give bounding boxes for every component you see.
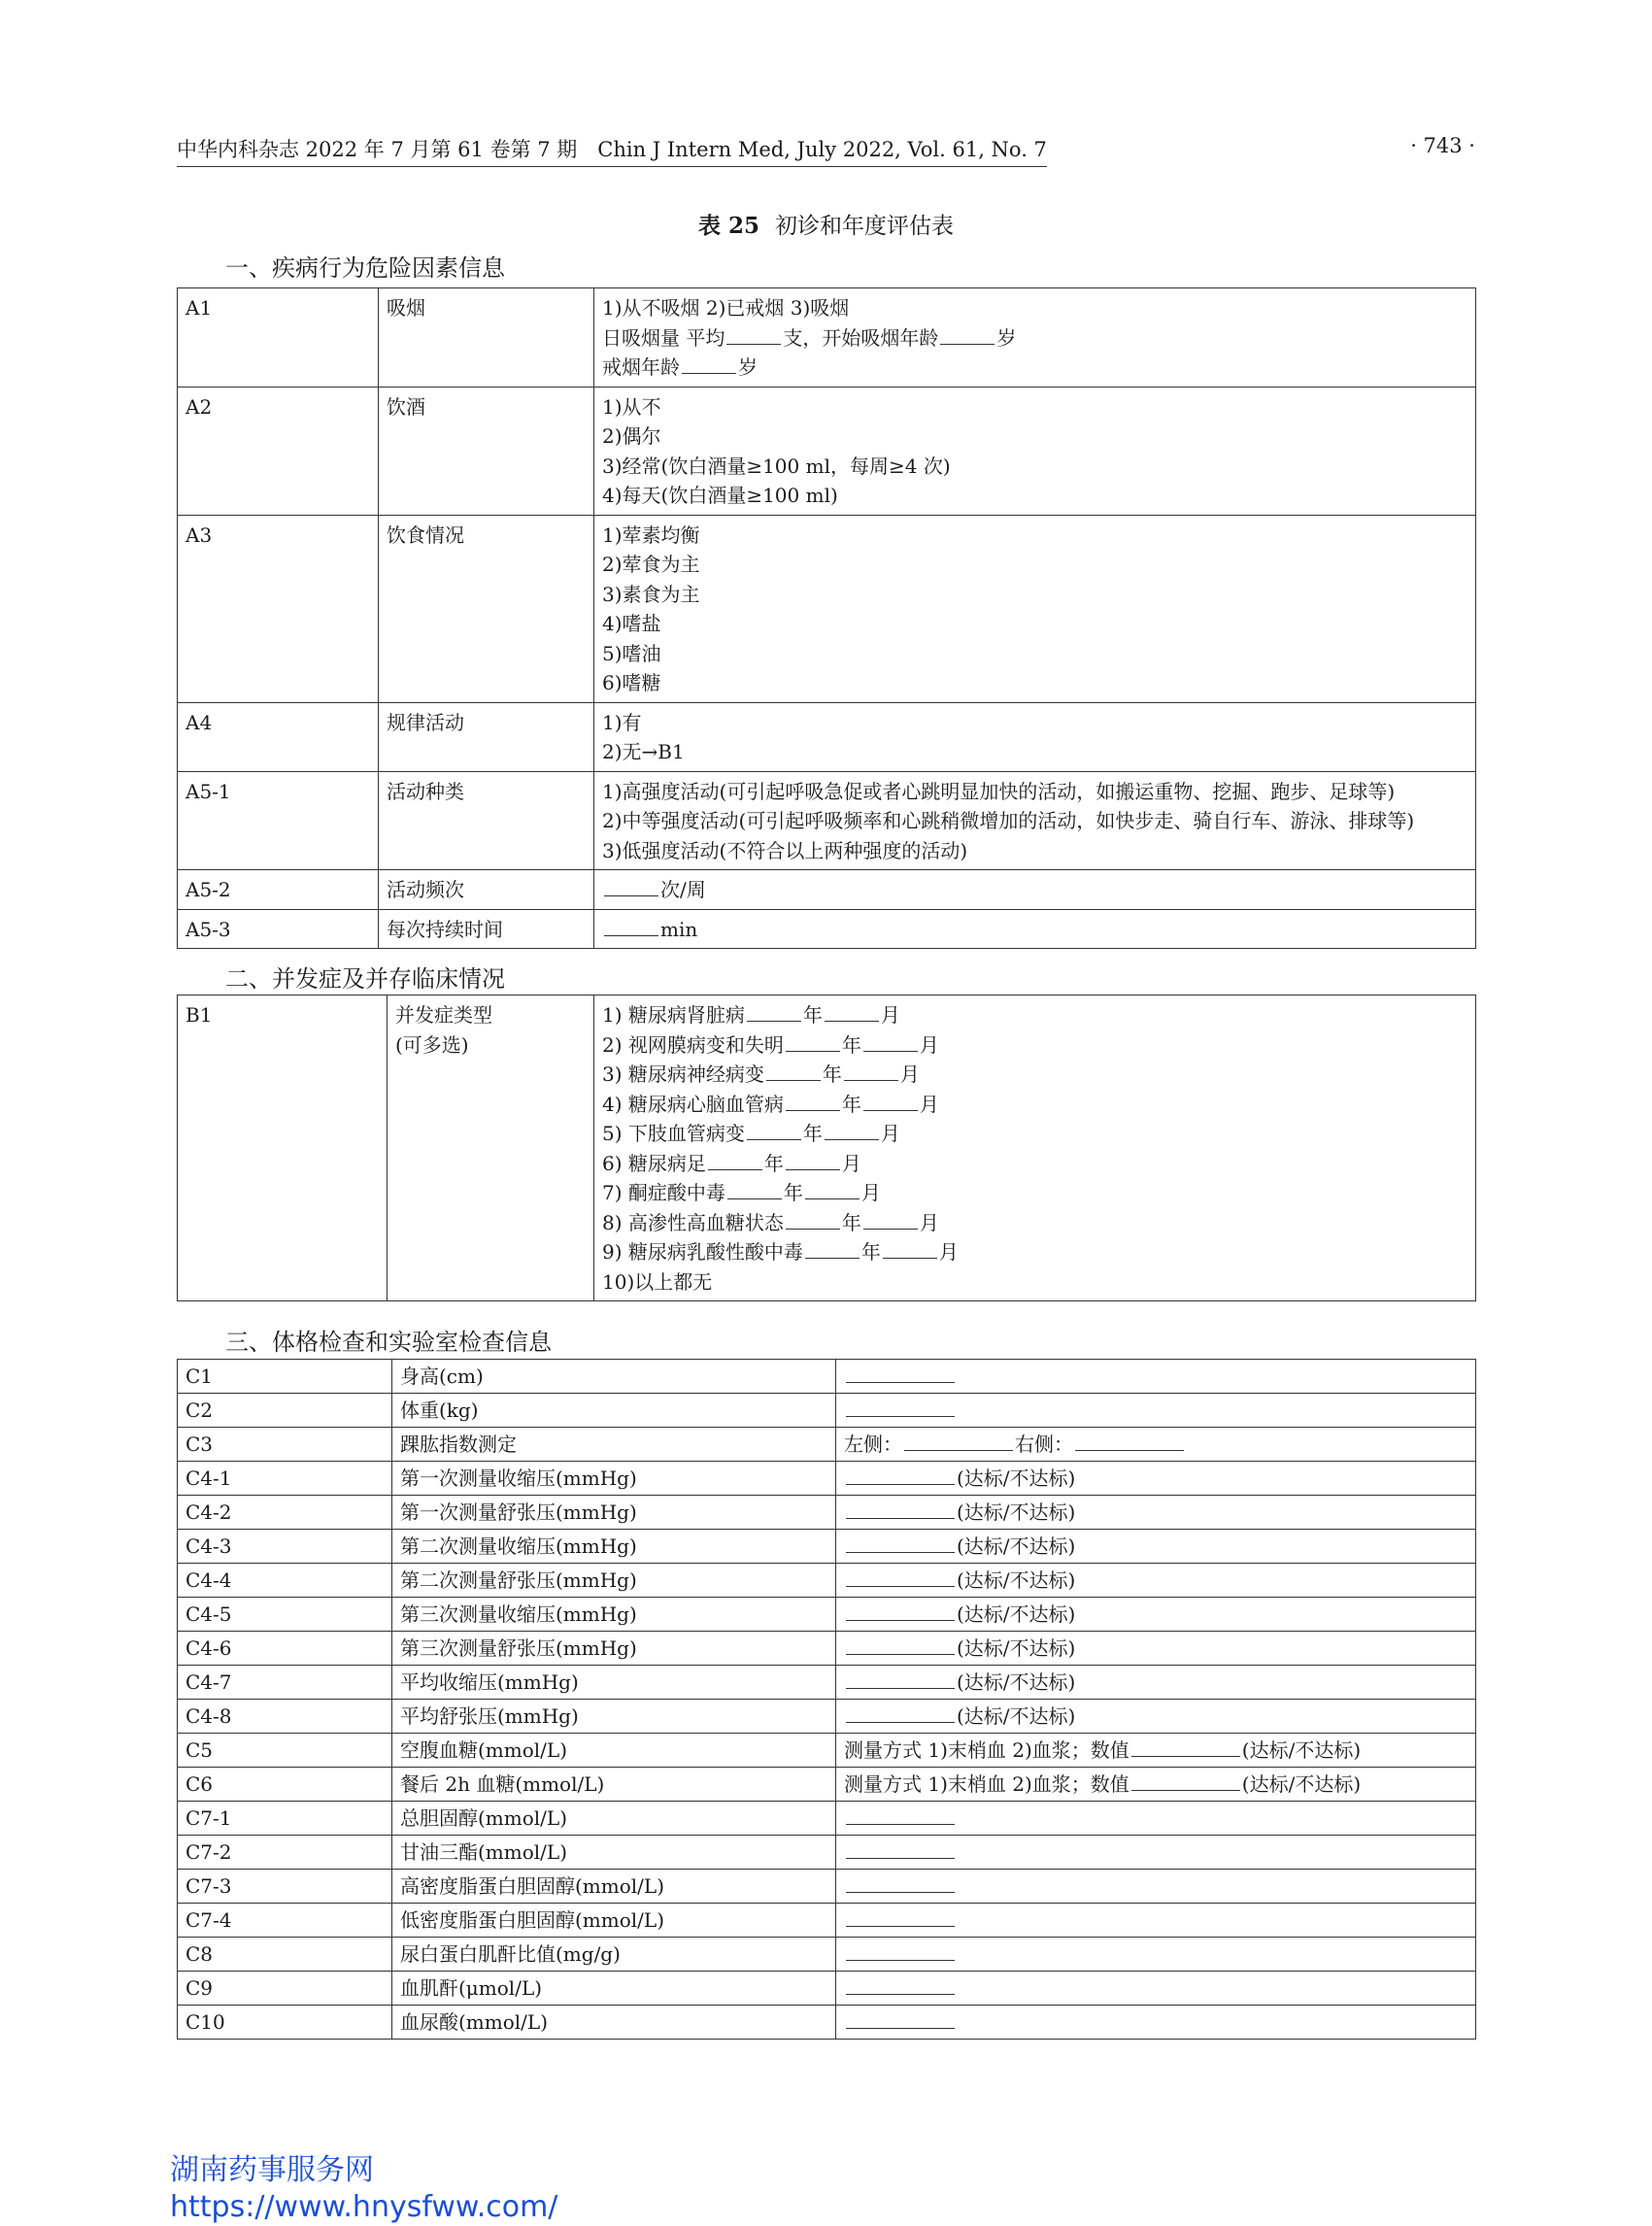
option-line: 日吸烟量 平均 支，开始吸烟年龄 岁 [602,325,1017,350]
fill-in-blank [727,1181,782,1199]
row-code: B1 [178,995,388,1301]
row-code: C4-4 [178,1564,392,1598]
option-line: 1) 糖尿病肾脏病 年 月 [602,1003,900,1027]
row-item: 身高(cm) [392,1360,836,1394]
option-line: 1)荤素均衡 [602,523,700,547]
row-code: A5-3 [178,909,379,949]
fill-in-blank [604,918,658,936]
row-code: C4-8 [178,1700,392,1734]
row-value [836,1904,1476,1938]
row-item: 第二次测量舒张压(mmHg) [392,1564,836,1598]
table-row [178,995,1476,1301]
row-item: 吸烟 [379,288,594,388]
row-item: 血尿酸(mmol/L) [392,2006,836,2040]
row-options [594,771,1476,870]
row-options [594,702,1476,771]
row-value: (达标/不达标) [836,1666,1476,1700]
option-line: 10)以上都无 [602,1269,713,1294]
watermark-url: https://www.hnysfww.com/ [170,2190,558,2224]
fill-in-blank [846,1636,955,1655]
row-item: 平均舒张压(mmHg) [392,1700,836,1734]
row-item: 第三次测量收缩压(mmHg) [392,1598,836,1632]
fill-in-blank [805,1240,860,1259]
table-row [178,288,1476,388]
row-value: (达标/不达标) [836,1564,1476,1598]
option-line: 2) 视网膜病变和失明 年 月 [602,1032,939,1057]
option-line: 6)嗜糖 [602,671,661,694]
option-line: 8) 高渗性高血糖状态 年 月 [602,1210,939,1234]
row-value: (达标/不达标) [836,1700,1476,1734]
row-code: C4-2 [178,1496,392,1530]
fill-in-blank [846,1670,955,1689]
section-b-title: 二、并发症及并存临床情况 [225,965,505,993]
table-row [178,1836,1476,1870]
table-label: 表 25 [697,213,759,239]
fill-in-blank [708,1152,762,1170]
fill-in-blank [846,2010,955,2029]
fill-in-blank [846,1704,955,1723]
section-a-title: 一、疾病行为危险因素信息 [225,254,505,282]
row-code: C2 [178,1394,392,1428]
fill-in-blank [766,1062,821,1081]
table-row [178,909,1476,949]
row-item: 高密度脂蛋白胆固醇(mmol/L) [392,1870,836,1904]
fill-in-blank [846,1976,955,1995]
fill-in-blank [883,1240,937,1259]
table-row [178,1394,1476,1428]
option-line: 5)嗜油 [602,641,661,665]
row-item: 低密度脂蛋白胆固醇(mmol/L) [392,1904,836,1938]
fill-in-blank [726,326,781,345]
row-item: 每次持续时间 [379,909,594,949]
option-line: 戒烟年龄 岁 [602,355,758,379]
row-item: 空腹血糖(mmol/L) [392,1734,836,1768]
watermark-name: 湖南药事服务网 [170,2153,374,2187]
row-item: 第一次测量舒张压(mmHg) [392,1496,836,1530]
row-item: 活动种类 [379,771,594,870]
row-code: C7-2 [178,1836,392,1870]
fill-in-blank [846,1568,955,1587]
fill-in-blank [747,1122,801,1140]
row-item: 饮食情况 [379,515,594,702]
row-code: C6 [178,1768,392,1802]
fill-in-blank [863,1211,918,1230]
row-code: C8 [178,1938,392,1972]
fill-in-blank [786,1152,840,1170]
fill-in-blank [863,1033,918,1052]
table-row [178,1360,1476,1394]
table-row [178,1428,1476,1462]
exam-table [177,1359,1476,2040]
row-code: C4-5 [178,1598,392,1632]
row-code: C10 [178,2006,392,2040]
table-row [178,771,1476,870]
journal-citation: 中华内科杂志 2022 年 7 月第 61 卷第 7 期 Chin J Intern Med, July 2022, Vol. 61, No. 7 [177,134,1047,167]
table-row [178,1870,1476,1904]
fill-in-blank [1131,1738,1240,1757]
row-code: A5-1 [178,771,379,870]
option-line: 并发症类型 [395,1003,492,1027]
table-row [178,1972,1476,2006]
option-line: 1)高强度活动(可引起呼吸急促或者心跳明显加快的活动，如搬运重物、挖掘、跑步、足球等) [602,779,1396,803]
row-item: 第三次测量舒张压(mmHg) [392,1632,836,1666]
option-line: 1)从不 [602,394,661,419]
fill-in-blank [846,1602,955,1621]
fill-in-blank [825,1122,879,1140]
option-line: 3) 糖尿病神经病变 年 月 [602,1062,920,1086]
table-row [178,2006,1476,2040]
row-value [836,1836,1476,1870]
table-row [178,1666,1476,1700]
row-options [594,995,1476,1301]
row-code: C4-7 [178,1666,392,1700]
fill-in-blank [825,1003,879,1022]
table-row [178,870,1476,910]
table-row [178,1632,1476,1666]
row-options [594,387,1476,515]
row-value: (达标/不达标) [836,1530,1476,1564]
fill-in-blank [846,1501,955,1519]
row-value: (达标/不达标) [836,1632,1476,1666]
fill-in-blank [904,1433,1013,1451]
row-options [594,515,1476,702]
option-line: 4) 糖尿病心脑血管病 年 月 [602,1092,939,1116]
row-value: (达标/不达标) [836,1496,1476,1530]
fill-in-blank [863,1093,918,1111]
fill-in-blank [786,1093,840,1111]
fill-in-blank [846,1467,955,1485]
row-value [836,1802,1476,1836]
fill-in-blank [604,878,658,896]
table-row [178,1700,1476,1734]
row-item: 踝肱指数测定 [392,1428,836,1462]
table-row [178,1802,1476,1836]
option-line: min [602,915,1467,945]
fill-in-blank [846,1365,955,1383]
row-code: C4-6 [178,1632,392,1666]
row-item: 平均收缩压(mmHg) [392,1666,836,1700]
row-item: 餐后 2h 血糖(mmol/L) [392,1768,836,1802]
row-item: 体重(kg) [392,1394,836,1428]
row-value: 测量方式 1)末梢血 2)血浆；数值 (达标/不达标) [836,1768,1476,1802]
row-code: C3 [178,1428,392,1462]
table-row [178,1904,1476,1938]
row-code: C7-3 [178,1870,392,1904]
row-item: 甘油三酯(mmol/L) [392,1836,836,1870]
row-value [836,1870,1476,1904]
fill-in-blank [747,1003,801,1022]
row-item: 饮酒 [379,387,594,515]
option-line: 3)经常(饮白酒量≥100 ml，每周≥4 次) [602,454,951,478]
option-line: 1)从不吸烟 2)已戒烟 3)吸烟 [602,296,850,320]
complication-table [177,995,1476,1301]
row-options [594,909,1476,949]
option-line: 9) 糖尿病乳酸性酸中毒 年 月 [602,1240,959,1264]
fill-in-blank [846,1806,955,1825]
row-code: A3 [178,515,379,702]
table-row [178,1462,1476,1496]
table-row [178,515,1476,702]
row-item: 血肌酐(μmol/L) [392,1972,836,2006]
fill-in-blank [786,1211,840,1230]
option-line: 次/周 [602,875,1467,905]
row-options [594,870,1476,910]
fill-in-blank [846,1942,955,1961]
row-item: 尿白蛋白肌酐比值(mg/g) [392,1938,836,1972]
fill-in-blank [805,1181,860,1199]
site-watermark [170,2152,557,2226]
row-code: A5-2 [178,870,379,910]
row-code: C9 [178,1972,392,2006]
row-code: A1 [178,288,379,388]
row-value: 左侧： 右侧： [836,1428,1476,1462]
row-item: 规律活动 [379,702,594,771]
option-line: (可多选) [395,1032,469,1057]
row-item: 第一次测量收缩压(mmHg) [392,1462,836,1496]
option-line: 5) 下肢血管病变 年 月 [602,1122,900,1145]
option-line: 1)有 [602,710,642,734]
page-number: · 743 · [1410,134,1475,157]
option-line: 6) 糖尿病足 年 月 [602,1151,861,1175]
row-item: 总胆固醇(mmol/L) [392,1802,836,1836]
row-value [836,1360,1476,1394]
table-row [178,1734,1476,1768]
table-row [178,1938,1476,1972]
row-value [836,2006,1476,2040]
table-title [0,208,1652,240]
fill-in-blank [786,1033,840,1052]
running-header [177,128,1475,167]
row-value [836,1938,1476,1972]
row-value: (达标/不达标) [836,1462,1476,1496]
fill-in-blank [846,1399,955,1417]
table-row [178,1530,1476,1564]
fill-in-blank [846,1535,955,1553]
option-line: 2)无→B1 [602,740,685,763]
table-row [178,702,1476,771]
row-item: 活动频次 [379,870,594,910]
risk-factor-table [177,287,1476,949]
row-code: C7-1 [178,1802,392,1836]
row-value [836,1394,1476,1428]
fill-in-blank [1131,1772,1240,1791]
table-caption: 初诊和年度评估表 [775,214,954,239]
fill-in-blank [1075,1433,1184,1451]
row-code: C7-4 [178,1904,392,1938]
fill-in-blank [846,1874,955,1893]
fill-in-blank [844,1062,898,1081]
section-c-title: 三、体格检查和实验室检查信息 [225,1329,552,1356]
row-code: A2 [178,387,379,515]
fill-in-blank [682,355,736,374]
option-line: 7) 酮症酸中毒 年 月 [602,1181,881,1204]
option-line: 2)中等强度活动(可引起呼吸频率和心跳稍微增加的活动，如快步走、骑自行车、游泳、排球等) [602,809,1415,832]
option-line: 2)荤食为主 [602,553,700,576]
option-line: 4)嗜盐 [602,612,661,635]
table-row [178,1564,1476,1598]
row-options [594,288,1476,388]
row-value [836,1972,1476,2006]
fill-in-blank [846,1840,955,1859]
option-line: 3)低强度活动(不符合以上两种强度的活动) [602,838,968,862]
option-line: 2)偶尔 [602,424,661,448]
row-item: 第二次测量收缩压(mmHg) [392,1530,836,1564]
fill-in-blank [940,326,995,345]
option-line: 3)素食为主 [602,582,700,606]
row-value: 测量方式 1)末梢血 2)血浆；数值 (达标/不达标) [836,1734,1476,1768]
option-line: 4)每天(饮白酒量≥100 ml) [602,484,838,507]
row-item [388,995,594,1301]
table-row [178,1768,1476,1802]
table-row [178,1598,1476,1632]
row-code: C4-3 [178,1530,392,1564]
table-row [178,1496,1476,1530]
row-value: (达标/不达标) [836,1598,1476,1632]
row-code: C5 [178,1734,392,1768]
fill-in-blank [846,1908,955,1927]
row-code: C1 [178,1360,392,1394]
row-code: C4-1 [178,1462,392,1496]
row-code: A4 [178,702,379,771]
table-row [178,387,1476,515]
